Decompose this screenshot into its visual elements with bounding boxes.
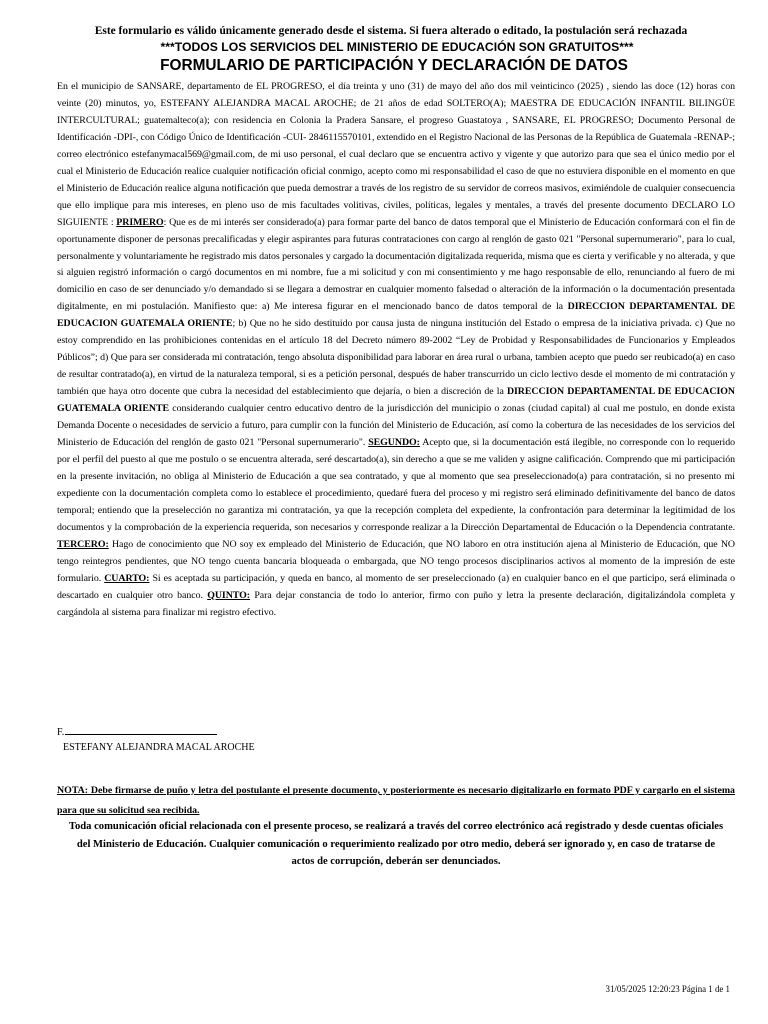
signer-name: ESTEFANY ALEJANDRA MACAL AROCHE — [63, 742, 255, 753]
signature-rule — [65, 725, 217, 735]
signing-note: NOTA: Debe firmarse de puño y letra del postulante el presente documento, y posteriormente es necesario digitalizarlo en formato PDF y cargarlo en el sistema para que su solicitud sea recibida. — [57, 785, 735, 816]
segundo-text: Acepto que, si la documentación está ilegible, no corresponde con lo requerido por el perfil del puesto al que me postulo o se encuentra alterada, seré descartado(a), sin derecho a que se me validen y asigne calificación. Comprendo que mi participación en la presente invitación, no obliga al Ministerio de Educación a que sea contratado, y que al momento que sea preseleccionado(a) para contratación, si no presento mi expediente con la documentación completa como lo establece el procedimiento, quedaré fuera del proceso y mi registro será eliminado definitivamente del banco de datos temporal; entiendo que la preselección no garantiza mi contratación, ya que la recepción completa del expediente, la confrontación para determinar la legitimidad de los documentos y la comprobación de la experiencia requerida, son necesarios y corresponde realizar a la Dirección Departamental de Educación o la Dependencia contratante. — [57, 437, 735, 533]
validity-warning: Este formulario es válido únicamente generado desde el sistema. Si fuera alterado o editado, la postulación será rechazada — [94, 25, 688, 37]
free-services-notice: ***TODOS LOS SERVICIOS DEL MINISTERIO DE EDUCACIÓN SON GRATUITOS*** — [160, 40, 634, 54]
declaration-text-b-d: ; b) Que no he sido destituido por causa justa de ninguna institución del Estado o empresa de la iniciativa privada. c) Que no estoy comprendido en las prohibiciones contenidas en el artículo 18 del Decreto número 89-2002 “Ley de Probidad y Responsabilidades de Funcionarios y Empleados Públicos”; d) Que para ser considerada mi contratación, tengo absoluta disponibilidad para laborar en área rural o urbana, tambien acepto que puedo ser reubicado(a) en caso de resultar contratado(a), en virtud de la naturaleza temporal, si es a petición personal, después de haber transcurrido un ciclo lectivo desde el momento de mi contratación y también que haya otro docente que cubra la necesidad del establecimiento que dejaría, o bien a discreción de la — [57, 318, 735, 398]
official-communication-notice: Toda comunicación oficial relacionada con el presente proceso, se realizará a través del correo electrónico acá registrado y desde cuentas oficiales del Ministerio de Educación. Cualquier comunicación o requerimiento realizado por otro medio, deberá ser ignorado y, en caso de tratarse de actos de corrupción, deberán ser denunciados. — [68, 821, 724, 867]
signature-prefix: F. — [57, 727, 65, 738]
declaration-intro: En el municipio de SANSARE, departamento de EL PROGRESO, el día treinta y uno (31) de mayo del año dos mil veinticinco (2025) , siendo las doce (12) horas con veinte (20) minutos, yo, ESTEFANY ALEJANDRA MACAL AROCHE; de 21 años de edad SOLTERO(A); MAESTRA DE EDUCACIÓN INFANTIL BILINGÜE INTERCULTURAL; guatemalteco(a); con residencia en Colonia la Pradera Sansare, el progreso Guastatoya , SANSARE, EL PROGRESO; Documento Personal de Identificación -DPI-, con Código Único de Identificación -CUI- 2846115570101, extendido en el Registro Nacional de las Personas de la República de Guatemala -RENAP-; correo electrónico estefanymacal569@gmail.com, de mi uso personal, el cual declaro que se encuentra activo y vigente y que autorizo para que sea el único medio por el cual el Ministerio de Educación realice cualquier notificación oficial conmigo, acepto como mi responsabilidad el caso de que no estuviera disponible en el momento en que el Ministerio de Educación realice alguna notificación que pueda demostrar a través de los registro de su servidor de correos masivos, eximiéndole de cualquier consecuencia que ello implique para mis intereses, en pleno uso de mis facultades volitivas, civiles, políticas, legales y mentales, a través del presente documento DECLARO LO SIGUIENTE : — [57, 81, 735, 228]
tercero-heading: TERCERO: — [57, 538, 109, 550]
direccion-departamental-1: DIRECCION DEPARTAMENTAL DE EDUCACION GUATEMALA ORIENTE — [57, 301, 735, 330]
quinto-text: Para dejar constancia de todo lo anterior, firmo con puño y letra la presente declaración, digitalizándola completa y cargándola al sistema para finalizar mi registro efectivo. — [57, 589, 735, 618]
tercero-text: Hago de conocimiento que NO soy ex empleado del Ministerio de Educación, que NO laboro en otra institución ajena al Ministerio de Educación, que NO tengo reintegros pendientes, que NO tengo cuenta bancaria bloqueada o embargada, que NO tengo procesos disciplinarios activos al momento de la impresión de este formulario. — [57, 538, 735, 584]
direccion-departamental-2: DIRECCION DEPARTAMENTAL DE EDUCACION GUATEMALA ORIENTE — [57, 386, 735, 415]
cuarto-text: Si es aceptada su participación, y queda en banco, al momento de ser preseleccionado (a) en cualquier banco en el que participo, será eliminada o descartado en cualquier otro banco. — [57, 572, 735, 601]
form-title: FORMULARIO DE PARTICIPACIÓN Y DECLARACIÓN DE DATOS — [160, 57, 628, 74]
quinto-heading: QUINTO: — [207, 589, 251, 601]
signature-line — [57, 725, 217, 738]
declaration-text-jurisdiccion: considerando cualquier centro educativo dentro de la jurisdicción del municipio o zonas (ciudad capital) al cual me postulo, en donde exista Demanda Docente o necesidades de servicio a futuro, para cumplir con la función del Ministerio de Educación, así como la cobertura de las necesidades de los servicios del Ministerio de Educación del renglón de gasto 021 "Personal supernumerario". — [57, 403, 735, 449]
segundo-heading: SEGUNDO: — [368, 437, 420, 449]
primero-text: : Que es de mi interés ser considerado(a) para formar parte del banco de datos temporal que el Ministerio de Educación conformará con el fin de oportunamente disponer de personas precalificadas y elegir aspirantes para futuras contrataciones con cargo al renglón de gasto 021 "Personal supernumerario", para lo cual, personalmente y voluntariamente he registrado mis datos personales y cargado la documentación digitalizada requerida, misma que es cierta y verificable y no alterada, y que si alguien registró información o cargó documentos en mi nombre, fue a mi solicitud y con mi consentimiento y me hago responsable de ello, renunciando al fuero de mi domicilio en caso de ser denunciado y/o demandado si se llegara a demostrar en cualquier momento falsedad o alteración de la información o la documentación presentada digitalmente, en mi postulación. Manifiesto que: a) Me interesa figurar en el mencionado banco de datos temporal de la — [57, 216, 736, 313]
declaration-body — [57, 79, 735, 622]
cuarto-heading: CUARTO: — [104, 572, 150, 584]
page-footer-timestamp: 31/05/2025 12:20:23 Página 1 de 1 — [605, 984, 730, 994]
primero-heading: PRIMERO — [116, 216, 164, 228]
